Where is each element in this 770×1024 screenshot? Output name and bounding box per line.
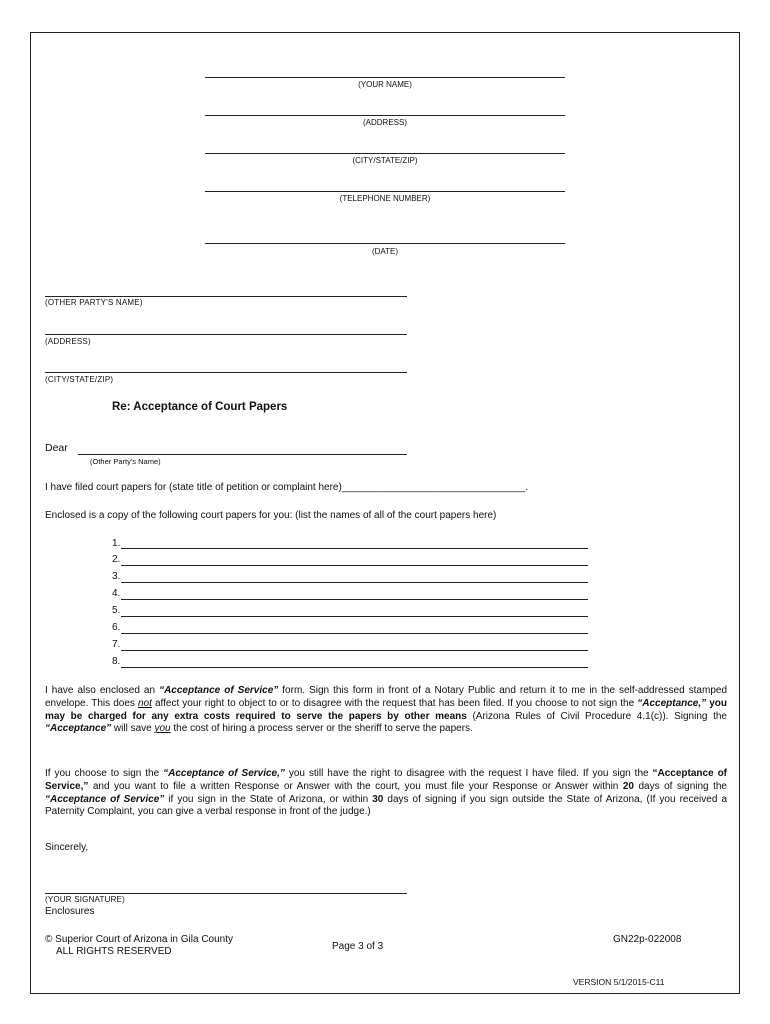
twenty-days: 20 [622, 780, 634, 792]
other-party-city-line[interactable] [45, 372, 407, 373]
thirty-days: 30 [372, 793, 384, 805]
list-number: 3. [112, 571, 121, 582]
emphasis-you: you [154, 723, 171, 735]
extra-costs-warning: you may be charged for any extra costs required to serve the papers by other means [45, 697, 727, 722]
list-number: 8. [112, 656, 121, 667]
date-label: (DATE) [371, 247, 399, 256]
paragraph-text: you still have the right to disagree with the request I have filed. If you sign the [284, 768, 653, 779]
enclosures-text: Enclosures [45, 906, 95, 917]
paragraph-text: form. Sign this form in front of a Notary Public and return it to me in the self-addressed stamped envelope. This does [45, 685, 728, 709]
copyright-line: © Superior Court of Arizona in Gila County [45, 934, 234, 945]
your-name-label: (YOUR NAME) [358, 80, 412, 89]
list-number: 4. [112, 588, 121, 599]
paragraph-text: the cost of hiring a process server or the sheriff to serve the papers. [170, 723, 473, 735]
list-item-line[interactable] [121, 667, 588, 668]
paragraph-text: will save [111, 723, 155, 735]
other-party-address-label: (ADDRESS) [45, 337, 91, 346]
acceptance-of-service-term: “Acceptance of Service” [159, 685, 279, 696]
telephone-label: (TELEPHONE NUMBER) [339, 194, 431, 203]
closing-text: Sincerely, [45, 842, 89, 853]
all-rights-reserved: ALL RIGHTS RESERVED [56, 946, 172, 957]
paragraph-text: I have also enclosed an [45, 685, 160, 696]
paragraph-text: If you choose to sign the [45, 768, 164, 779]
address-line[interactable] [205, 115, 565, 116]
list-item-line[interactable] [121, 616, 588, 617]
acceptance-of-service-term: “Acceptance of Service,” [163, 768, 285, 779]
dear-text: Dear [45, 442, 68, 454]
date-line[interactable] [205, 243, 565, 244]
form-code: GN22p-022008 [613, 934, 682, 945]
list-item-line[interactable] [121, 548, 588, 549]
other-party-name-sublabel: (Other Party's Name) [90, 457, 161, 466]
telephone-line[interactable] [205, 191, 565, 192]
other-party-name-label: (OTHER PARTY'S NAME) [45, 298, 143, 307]
list-number: 1. [112, 538, 121, 549]
enclosed-papers-line: Enclosed is a copy of the following court papers for you: (list the names of all of the court papers here) [45, 510, 497, 521]
acceptance-paragraph [45, 685, 727, 736]
paragraph-text: days of signing the [633, 780, 727, 792]
version-text: VERSION 5/1/2015-C11 [573, 977, 665, 987]
list-item-line[interactable] [121, 565, 588, 566]
paragraph-text: affect your right to object to or to disagree with the request that has been filed. If you choose to not sign the [151, 697, 638, 709]
list-item-line[interactable] [121, 650, 588, 651]
filed-papers-line: I have filed court papers for (state title of petition or complaint here)_________________________________. [45, 482, 529, 493]
page-number: Page 3 of 3 [332, 941, 384, 952]
list-item-line[interactable] [121, 599, 588, 600]
list-item-line[interactable] [121, 582, 588, 583]
paragraph-text: days of signing if you sign outside the State of Arizona, (If you received a Paternity Complaint, you can give a verbal response in front of the judge.) [45, 793, 728, 818]
signature-label: (YOUR SIGNATURE) [45, 895, 125, 904]
list-item-line[interactable] [121, 633, 588, 634]
address-label: (ADDRESS) [362, 118, 407, 127]
acceptance-term: “Acceptance,” [637, 697, 707, 709]
other-party-address-line[interactable] [45, 334, 407, 335]
list-number: 7. [112, 639, 121, 650]
acceptance-term: “Acceptance” [45, 723, 112, 735]
other-party-name-line[interactable] [45, 296, 407, 297]
list-number: 6. [112, 622, 121, 633]
re-heading: Re: Acceptance of Court Papers [112, 401, 288, 413]
dear-name-line[interactable] [78, 454, 407, 455]
list-number: 2. [112, 554, 121, 565]
list-number: 5. [112, 605, 121, 616]
paragraph-text: if you sign in the State of Arizona, or within [164, 793, 373, 805]
your-name-line[interactable] [205, 77, 565, 78]
emphasis-not: not [137, 697, 152, 709]
response-paragraph [45, 768, 727, 819]
paragraph-text: (Arizona Rules of Civil Procedure 4.1(c)). Signing the [466, 710, 727, 722]
other-party-city-label: (CITY/STATE/ZIP) [45, 375, 114, 384]
signature-line[interactable] [45, 893, 407, 894]
paragraph-text: and you want to file a written Response or Answer with the court, you must file your Response or Answer within [88, 780, 623, 792]
city-state-zip-line[interactable] [205, 153, 565, 154]
city-state-zip-label: (CITY/STATE/ZIP) [352, 156, 418, 165]
acceptance-of-service-term: “Acceptance of Service” [45, 793, 165, 805]
acceptance-of-service-term: “Acceptance of Service,” [45, 768, 728, 792]
